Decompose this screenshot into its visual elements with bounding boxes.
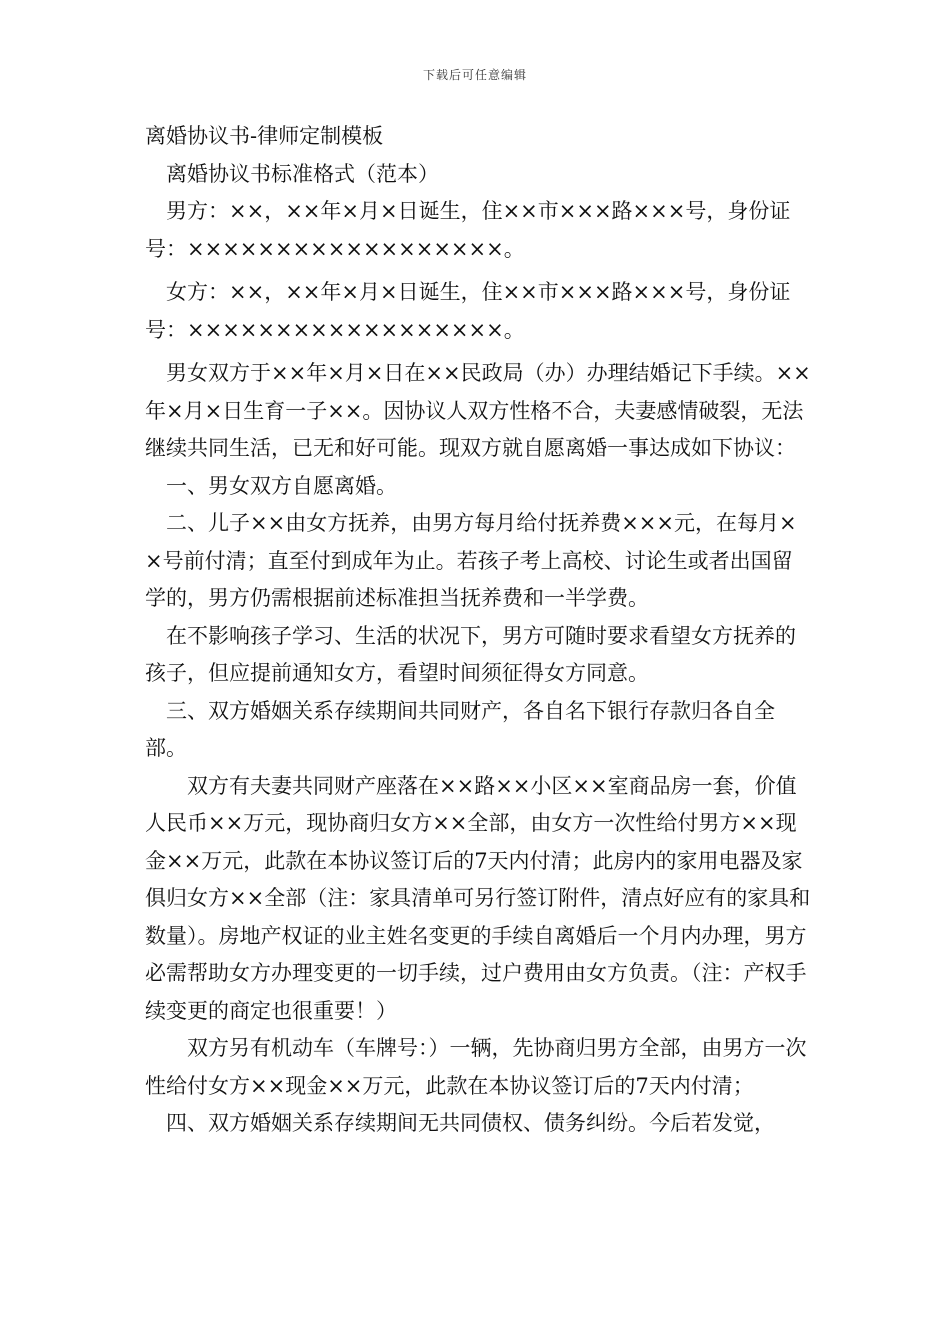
paragraph-property: 双方有夫妻共同财产座落在××路××小区××室商品房一套，价值人民币××万元，现协商归女方××全部，由女方一次性给付男方××现金××万元，此款在本协议签订后的7天内付清；此房内的家用电器及家俱归女方××全部（注：家具清单可另行签订附件，清点好应有的家具和数量）。房地产权证的业主姓名变更的手续自离婚后一个月内办理，男方必需帮助女方办理变更的一切手续，过户费用由女方负责。（注：产权手续变更的商定也很重要！） bbox=[145, 773, 811, 1023]
paragraph-clause-2: 二、儿子××由女方抚养，由男方每月给付抚养费×××元，在每月××号前付清；直至付到成年为止。若孩子考上高校、讨论生或者出国留学的，男方仍需根据前述标准担当抚养费和一半学费。 bbox=[145, 511, 797, 610]
paragraph-clause-1: 一、男女双方自愿离婚。 bbox=[166, 473, 397, 498]
document-title: 离婚协议书-律师定制模板 bbox=[145, 124, 384, 148]
paragraph-clause-4: 四、双方婚姻关系存续期间无共同债权、债务纠纷。今后若发觉， bbox=[166, 1111, 775, 1135]
paragraph-female-party: 女方：××，××年×月×日诞生，住××市×××路×××号，身份证号：××××××××××××××××××。 bbox=[145, 280, 791, 342]
paragraph-vehicle: 双方另有机动车（车牌号：）一辆，先协商归男方全部，由男方一次性给付女方××现金××万元，此款在本协议签订后的7天内付清； bbox=[145, 1036, 807, 1098]
paragraph-background: 男女双方于××年×月×日在××民政局（办）办理结婚记下手续。××年×月×日生育一子××。因协议人双方性格不合，夫妻感情破裂，无法继续共同生活，已无和好可能。现双方就自愿离婚一事达成如下协议： bbox=[145, 361, 811, 460]
document-body bbox=[145, 118, 813, 1143]
paragraph-visitation: 在不影响孩子学习、生活的状况下，男方可随时要求看望女方抚养的孩子，但应提前通知女方，看望时间须征得女方同意。 bbox=[145, 623, 796, 685]
paragraph-clause-3: 三、双方婚姻关系存续期间共同财产，各自名下银行存款归各自全部。 bbox=[145, 698, 775, 760]
header-note: 下载后可任意编辑 bbox=[422, 68, 527, 82]
paragraph-male-party: 男方：××，××年×月×日诞生，住××市×××路×××号，身份证号：××××××××××××××××××。 bbox=[145, 199, 791, 261]
document-subtitle: 离婚协议书标准格式（范本） bbox=[166, 161, 439, 186]
